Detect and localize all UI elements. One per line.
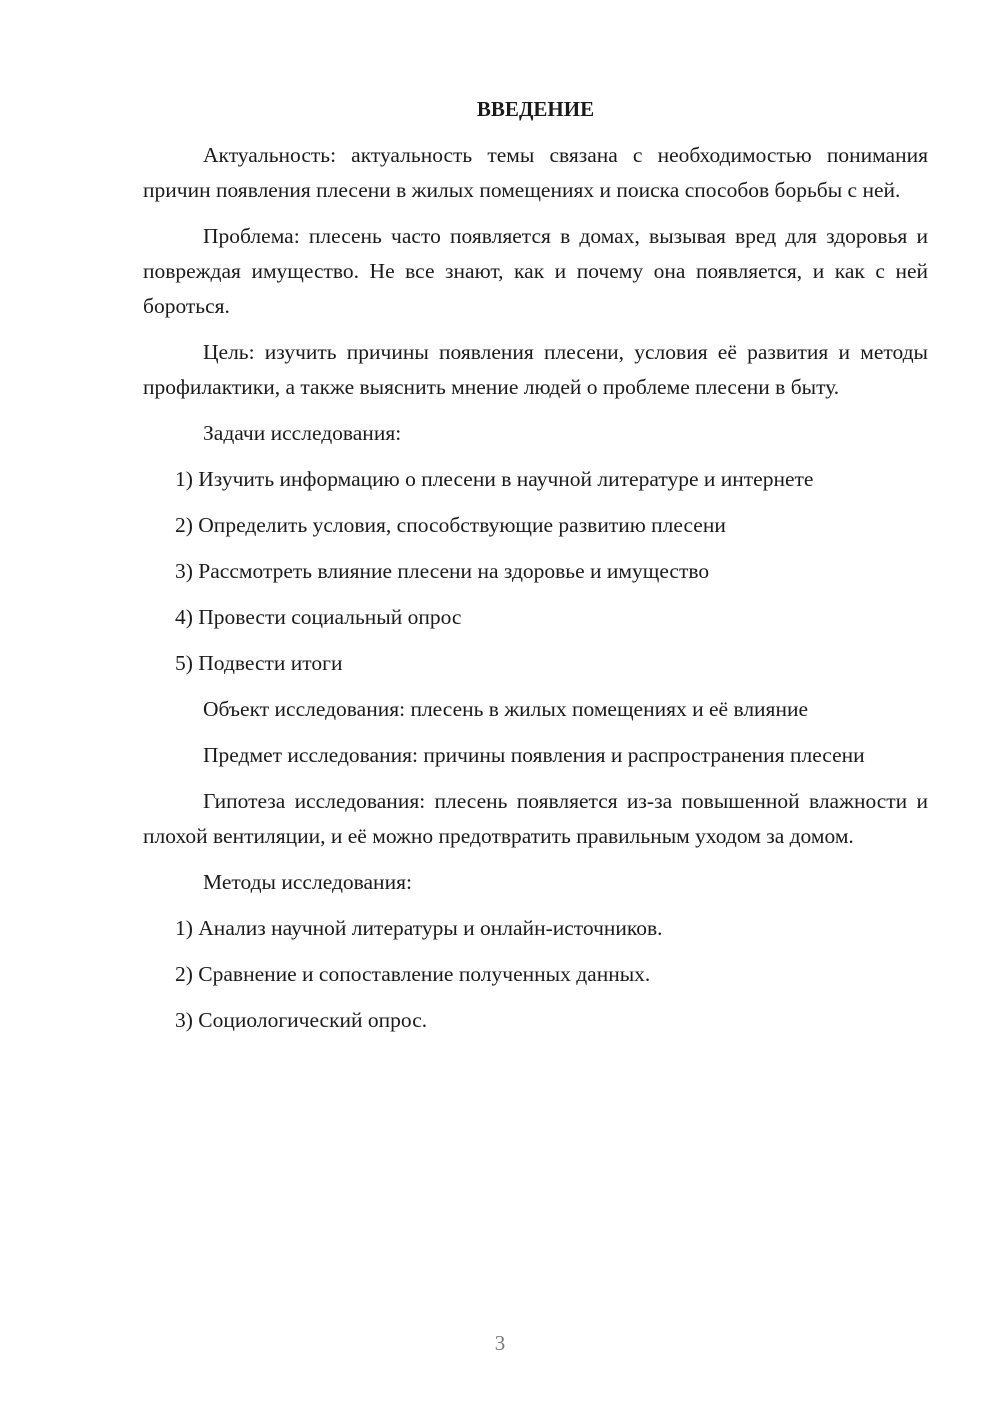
tasks-heading: Задачи исследования:: [203, 421, 402, 445]
task-item: 1) Изучить информацию о плесени в научной литературе и интернете: [175, 467, 814, 491]
hypothesis-paragraph: Гипотеза исследования: плесень появляется из-за повышенной влажности и плохой вентиляции, и её можно предотвратить правильным уходом за домом.: [143, 789, 928, 848]
method-item: 1) Анализ научной литературы и онлайн-источников.: [175, 916, 663, 940]
document-page: [143, 92, 928, 1049]
page-number: 3: [494, 1331, 506, 1355]
task-item: 4) Провести социальный опрос: [175, 605, 462, 629]
task-item: 2) Определить условия, способствующие развитию плесени: [175, 513, 726, 537]
subject-paragraph: Предмет исследования: причины появления и распространения плесени: [203, 743, 865, 767]
object-paragraph: Объект исследования: плесень в жилых помещениях и её влияние: [203, 697, 808, 721]
method-item: 3) Социологический опрос.: [175, 1008, 428, 1032]
goal-paragraph: Цель: изучить причины появления плесени, условия её развития и методы профилактики, а также выяснить мнение людей о проблеме плесени в быту.: [143, 340, 928, 399]
problem-paragraph: Проблема: плесень часто появляется в домах, вызывая вред для здоровья и повреждая имущество. Не все знают, как и почему она появляется, и как с ней бороться.: [143, 224, 928, 318]
relevance-paragraph: Актуальность: актуальность темы связана с необходимостью понимания причин появления плесени в жилых помещениях и поиска способов борьбы с ней.: [143, 143, 928, 202]
task-item: 5) Подвести итоги: [175, 651, 343, 675]
methods-heading: Методы исследования:: [203, 870, 412, 894]
section-title: ВВЕДЕНИЕ: [476, 97, 595, 121]
method-item: 2) Сравнение и сопоставление полученных данных.: [175, 962, 651, 986]
task-item: 3) Рассмотреть влияние плесени на здоровье и имущество: [175, 559, 710, 583]
